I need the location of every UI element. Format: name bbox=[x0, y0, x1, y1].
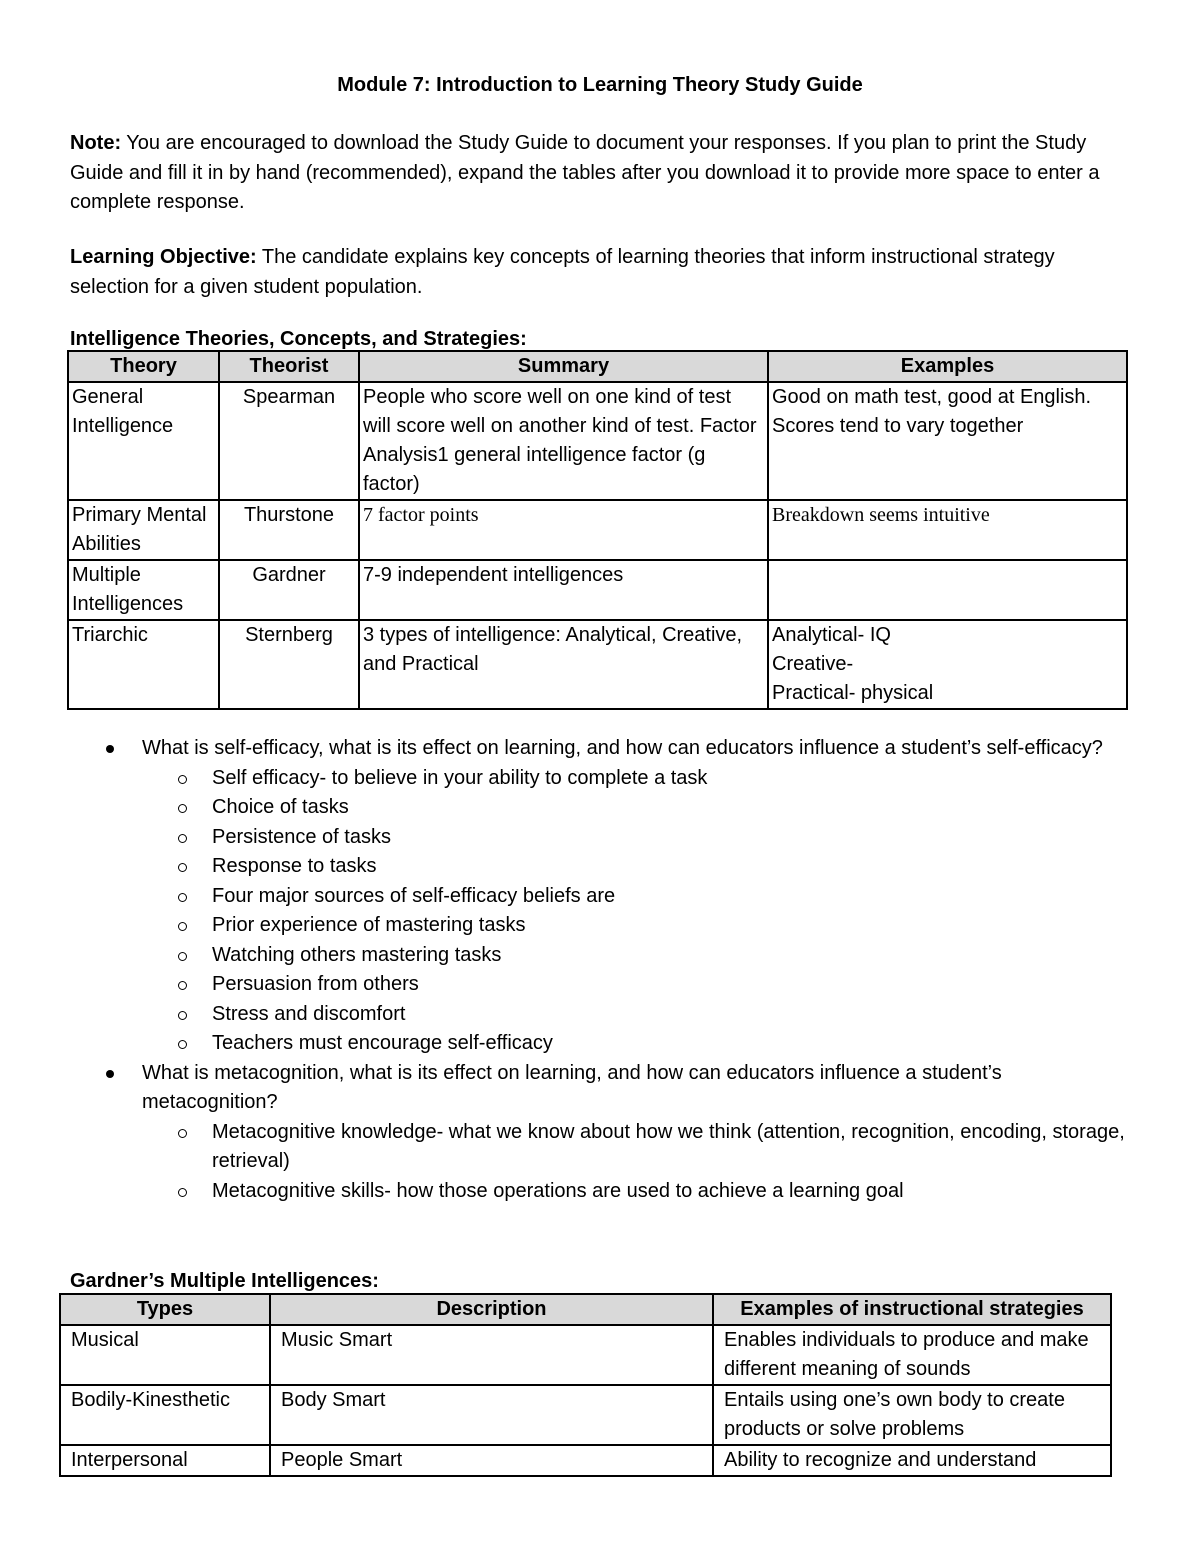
example-line: Analytical- IQ bbox=[772, 624, 891, 646]
cell-theorist: Thurstone bbox=[219, 500, 359, 560]
question-list bbox=[70, 734, 1130, 1206]
cell-description: Music Smart bbox=[270, 1325, 713, 1385]
cell-theory: Primary Mental Abilities bbox=[68, 500, 219, 560]
cell-summary: 7 factor points bbox=[359, 500, 768, 560]
answer-item: Stress and discomfort bbox=[142, 1000, 1130, 1030]
answer-item: Self efficacy- to believe in your ability to complete a task bbox=[142, 764, 1130, 794]
cell-summary: People who score well on one kind of test will score well on another kind of test. Factor Analysis1 general intelligence factor (g factor) bbox=[359, 382, 768, 500]
cell-theorist: Sternberg bbox=[219, 620, 359, 709]
example-line: Practical- physical bbox=[772, 682, 934, 704]
answer-item: Prior experience of mastering tasks bbox=[142, 911, 1130, 941]
cell-description: People Smart bbox=[270, 1445, 713, 1476]
cell-summary: 3 types of intelligence: Analytical, Creative, and Practical bbox=[359, 620, 768, 709]
table-header-row bbox=[60, 1294, 1111, 1325]
cell-type: Musical bbox=[60, 1325, 270, 1385]
header-summary: Summary bbox=[359, 351, 768, 382]
table-row bbox=[60, 1445, 1111, 1476]
answer-item: Choice of tasks bbox=[142, 793, 1130, 823]
answer-item: Metacognitive knowledge- what we know about how we think (attention, recognition, encoding, storage, retrieval) bbox=[142, 1118, 1130, 1177]
answer-item: Response to tasks bbox=[142, 852, 1130, 882]
intelligence-heading: Intelligence Theories, Concepts, and Strategies: bbox=[70, 328, 527, 350]
question-text: What is self-efficacy, what is its effect on learning, and how can educators influence a student’s self-efficacy? bbox=[142, 737, 1103, 759]
cell-theorist: Spearman bbox=[219, 382, 359, 500]
objective-label: Learning Objective: bbox=[70, 246, 257, 268]
header-description: Description bbox=[270, 1294, 713, 1325]
cell-theory: General Intelligence bbox=[68, 382, 219, 500]
cell-example: Ability to recognize and understand bbox=[713, 1445, 1111, 1476]
cell-example: Entails using one’s own body to create products or solve problems bbox=[713, 1385, 1111, 1445]
cell-examples: Breakdown seems intuitive bbox=[768, 500, 1127, 560]
table-row bbox=[68, 560, 1127, 620]
header-theory: Theory bbox=[68, 351, 219, 382]
cell-type: Interpersonal bbox=[60, 1445, 270, 1476]
answer-item: Teachers must encourage self-efficacy bbox=[142, 1029, 1130, 1059]
cell-summary: 7-9 independent intelligences bbox=[359, 560, 768, 620]
page-title: Module 7: Introduction to Learning Theory Study Guide bbox=[337, 74, 863, 96]
header-types: Types bbox=[60, 1294, 270, 1325]
cell-theory: Triarchic bbox=[68, 620, 219, 709]
note-text: You are encouraged to download the Study Guide to document your responses. If you plan to print the Study Guide and fill it in by hand (recommended), expand the tables after you download it to provide more space to enter a complete response. bbox=[70, 132, 1100, 213]
cell-examples bbox=[768, 560, 1127, 620]
gardner-table bbox=[59, 1293, 1112, 1477]
question-text: What is metacognition, what is its effect on learning, and how can educators influence a student’s metacognition? bbox=[142, 1061, 1002, 1113]
table-row bbox=[60, 1325, 1111, 1385]
question-item bbox=[70, 734, 1130, 1059]
table-header-row bbox=[68, 351, 1127, 382]
cell-type: Bodily-Kinesthetic bbox=[60, 1385, 270, 1445]
answer-list bbox=[142, 1118, 1130, 1207]
table-row bbox=[60, 1385, 1111, 1445]
table-row bbox=[68, 500, 1127, 560]
note-label: Note: bbox=[70, 132, 122, 154]
answer-item: Watching others mastering tasks bbox=[142, 941, 1130, 971]
answer-item: Persuasion from others bbox=[142, 970, 1130, 1000]
cell-description: Body Smart bbox=[270, 1385, 713, 1445]
cell-theorist: Gardner bbox=[219, 560, 359, 620]
objective-paragraph bbox=[70, 243, 1135, 302]
example-line: Creative- bbox=[772, 653, 854, 675]
answer-list bbox=[142, 764, 1130, 1059]
answer-item: Persistence of tasks bbox=[142, 823, 1130, 853]
table-row bbox=[68, 620, 1127, 709]
header-strategies: Examples of instructional strategies bbox=[713, 1294, 1111, 1325]
header-theorist: Theorist bbox=[219, 351, 359, 382]
cell-theory: Multiple Intelligences bbox=[68, 560, 219, 620]
cell-examples: Good on math test, good at English. Scores tend to vary together bbox=[768, 382, 1127, 500]
table-row bbox=[68, 382, 1127, 500]
answer-item: Metacognitive skills- how those operations are used to achieve a learning goal bbox=[142, 1177, 1130, 1207]
objective-text: The candidate explains key concepts of learning theories that inform instructional strategy selection for a given student population. bbox=[70, 246, 1055, 298]
answer-item: Four major sources of self-efficacy beliefs are bbox=[142, 882, 1130, 912]
gardner-heading: Gardner’s Multiple Intelligences: bbox=[70, 1270, 379, 1292]
cell-examples bbox=[768, 620, 1127, 709]
question-item bbox=[70, 1059, 1130, 1207]
intelligence-table bbox=[67, 350, 1128, 710]
header-examples: Examples bbox=[768, 351, 1127, 382]
cell-example: Enables individuals to produce and make different meaning of sounds bbox=[713, 1325, 1111, 1385]
note-paragraph bbox=[70, 129, 1135, 218]
